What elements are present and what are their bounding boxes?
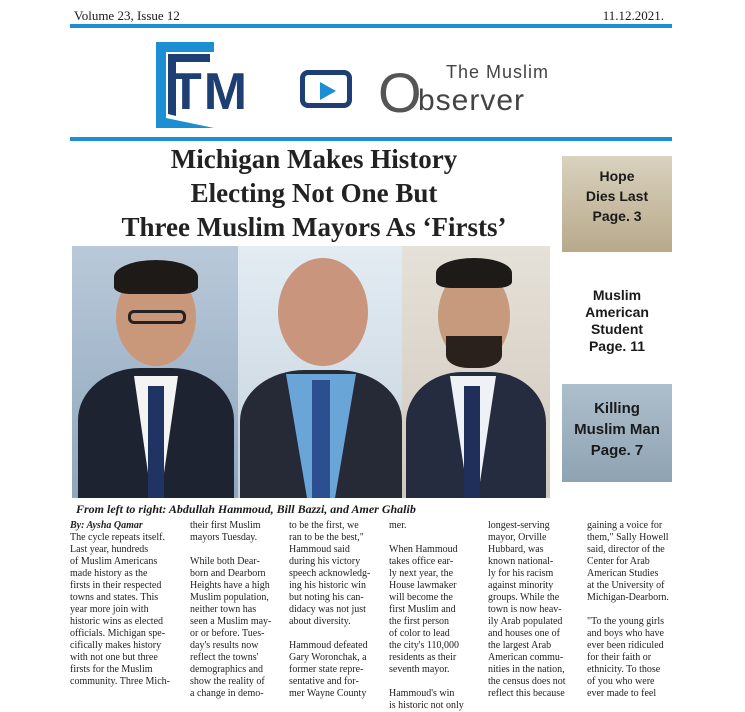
teaser-muslim-american-student[interactable] (562, 287, 672, 359)
teaser-line: Dies Last (585, 188, 649, 204)
bottom-rule (70, 137, 672, 141)
teaser-line: Student (590, 321, 644, 337)
teaser-line: Page. 7 (590, 442, 644, 459)
teaser-line: Muslim (592, 287, 642, 303)
issue-volume: Volume 23, Issue 12 (74, 8, 180, 23)
teaser-hope-dies-last[interactable] (562, 156, 672, 252)
teaser-line: Page. 3 (592, 208, 642, 224)
teaser-killing-muslim-man[interactable] (562, 384, 672, 482)
logo-bserver: bserver (418, 84, 526, 117)
teaser-line: American (585, 304, 649, 320)
headline-line-2: Electing Not One But (190, 178, 438, 208)
logo-the-muslim: The Muslim (446, 62, 550, 82)
headline-line-1: Michigan Makes History (170, 144, 458, 174)
headline-line-3: Three Muslim Mayors As ‘Firsts’ (121, 212, 507, 242)
article-column-3: to be the first, we ran to be the best," Hammoud said during his victory speech acknowledg- ing his historic win but noting his can- didacy was not just about diversity. Hammoud defeated Gary Woronchak, a former state repre- sentative and for- mer Wayne County (289, 520, 371, 699)
article-byline: By: Aysha Qamar (70, 520, 143, 531)
photo-abdullah-hammoud (72, 246, 240, 498)
article-column-2: their first Muslim mayors Tuesday. While both Dear- born and Dearborn Heights have a high Muslim population, neither town has seen a Muslim may- or or before. Tues- day's results now reflect the towns' demographics and show the reality of a change in demo- (190, 520, 272, 699)
logo-o: O (378, 61, 422, 124)
photo-amer-ghalib (402, 246, 550, 498)
photo-bill-bazzi (238, 246, 404, 498)
play-icon (300, 70, 352, 108)
teaser-line: Killing (594, 400, 640, 417)
photo-caption: From left to right: Abdullah Hammoud, Bill Bazzi, and Amer Ghalib (76, 502, 416, 516)
teaser-line: Hope (599, 168, 635, 184)
masthead-topline (70, 6, 670, 24)
article-column-6: gaining a voice for them," Sally Howell said, director of the Center for Arab American Studies at the University of Michigan-Dearborn. "To the young girls and boys who have ever been ridiculed for their faith or ethnicity. To those of you who were ever made to feel (587, 520, 669, 699)
headline (70, 142, 558, 244)
article-column-5: longest-serving mayor, Orville Hubbard, was known national- ly for his racism against minority groups. While the town is now heav- ily Arab populated and houses one of the largest Arab American commu- nities in the nation, the census does not reflect this because (488, 520, 566, 699)
column-text: The cycle repeats itself. Last year, hundreds of Muslim Americans made history as the firsts in their respected towns and states. This year more join with historic wins as elected officials. Michigan spe- cifically makes history with not one but three firsts for the Muslim community. Three Mich- (70, 532, 170, 687)
article-column-1 (70, 520, 170, 688)
issue-date: 11.12.2021. (602, 8, 664, 23)
teaser-line: Muslim Man (574, 421, 660, 438)
teaser-line: Page. 11 (588, 338, 646, 354)
logo-tm: TM (170, 63, 250, 121)
article-column-4: mer. When Hammoud takes office ear- ly next year, the House lawmaker will become the first Muslim and the first person of color to lead the city's 110,000 residents as their seventh mayor. Hammoud's win is historic not only (389, 520, 464, 711)
top-rule (70, 24, 672, 28)
